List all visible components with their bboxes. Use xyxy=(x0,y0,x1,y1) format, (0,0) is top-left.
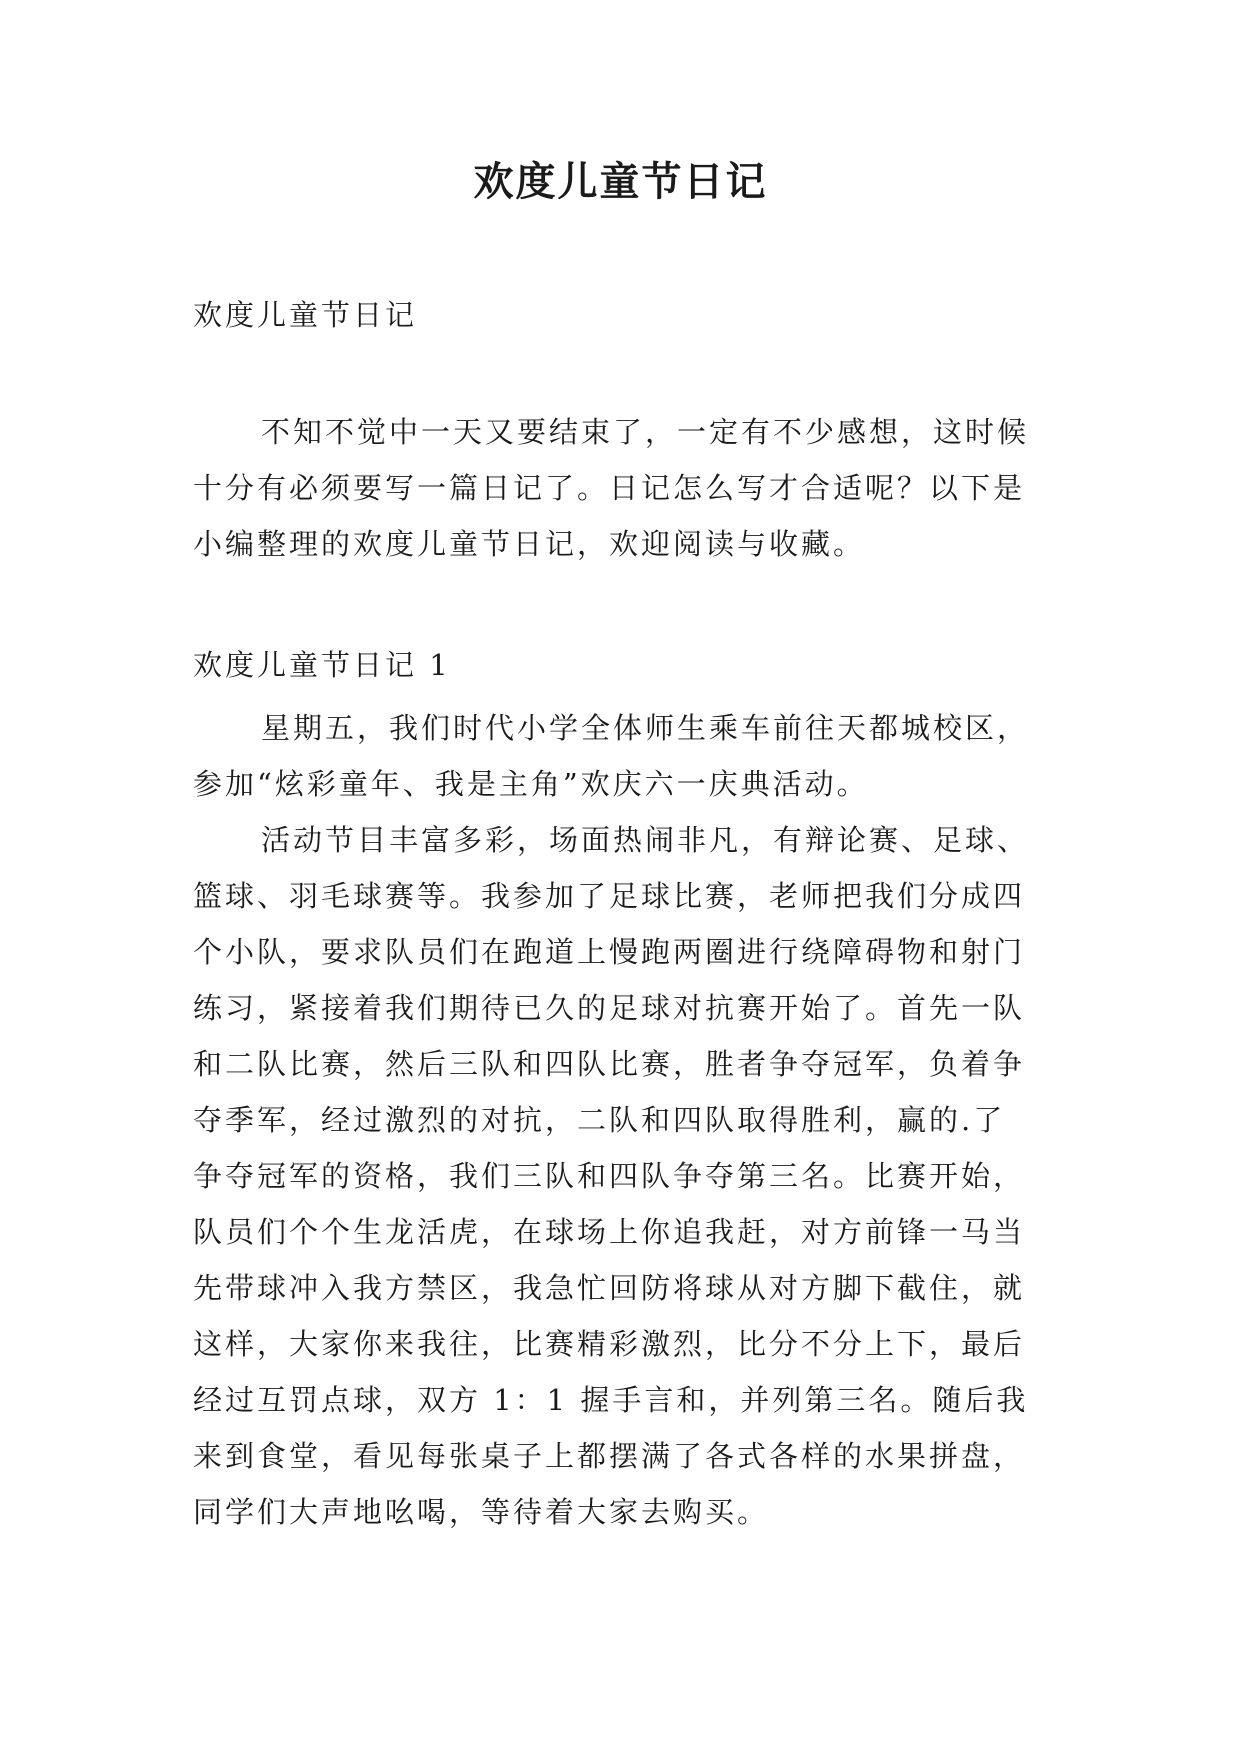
intro-line: 小编整理的欢度儿童节日记，欢迎阅读与收藏。 xyxy=(193,527,866,561)
document-subtitle: 欢度儿童节日记 xyxy=(193,298,418,332)
paragraph-line: 队员们个个生龙活虎，在球场上你追我赶，对方前锋一马当 xyxy=(193,1215,1026,1249)
paragraph-line: 练习，紧接着我们期待已久的足球对抗赛开始了。首先一队 xyxy=(193,991,1026,1025)
paragraph-line: 先带球冲入我方禁区，我急忙回防将球从对方脚下截住，就 xyxy=(193,1271,1026,1305)
paragraph-line: 争夺冠军的资格，我们三队和四队争夺第三名。比赛开始， xyxy=(193,1159,1026,1193)
paragraph-2 xyxy=(193,812,1059,1540)
paragraph-line: 夺季军，经过激烈的对抗，二队和四队取得胜利，赢的.了 xyxy=(193,1103,1006,1137)
paragraph-line: 同学们大声地吆喝，等待着大家去购买。 xyxy=(193,1495,770,1529)
intro-line: 十分有必须要写一篇日记了。日记怎么写才合适呢？以下是 xyxy=(193,471,1026,505)
paragraph-line: 星期五，我们时代小学全体师生乘车前往天都城校区， xyxy=(261,711,1030,745)
section-heading: 欢度儿童节日记 1 xyxy=(193,648,451,682)
paragraph-line: 参加“炫彩童年、我是主角”欢庆六一庆典活动。 xyxy=(193,767,869,801)
paragraph-line: 经过互罚点球，双方 1：1 握手言和，并列第三名。随后我 xyxy=(193,1383,1029,1417)
document-title: 欢度儿童节日记 xyxy=(473,158,768,205)
intro-line: 不知不觉中一天又要结束了，一定有不少感想，这时候 xyxy=(261,415,1030,449)
paragraph-line: 活动节目丰富多彩，场面热闹非凡，有辩论赛、足球、 xyxy=(261,823,1030,857)
paragraph-line: 和二队比赛，然后三队和四队比赛，胜者争夺冠军，负着争 xyxy=(193,1047,1026,1081)
paragraph-line: 篮球、羽毛球赛等。我参加了足球比赛，老师把我们分成四 xyxy=(193,879,1026,913)
paragraph-line: 个小队，要求队员们在跑道上慢跑两圈进行绕障碍物和射门 xyxy=(193,935,1026,969)
paragraph-1 xyxy=(193,700,1059,812)
paragraph-line: 来到食堂，看见每张桌子上都摆满了各式各样的水果拼盘， xyxy=(193,1439,1026,1473)
intro-paragraph xyxy=(193,404,1053,572)
paragraph-line: 这样，大家你来我往，比赛精彩激烈，比分不分上下，最后 xyxy=(193,1327,1026,1361)
diary-body xyxy=(193,700,1059,1540)
